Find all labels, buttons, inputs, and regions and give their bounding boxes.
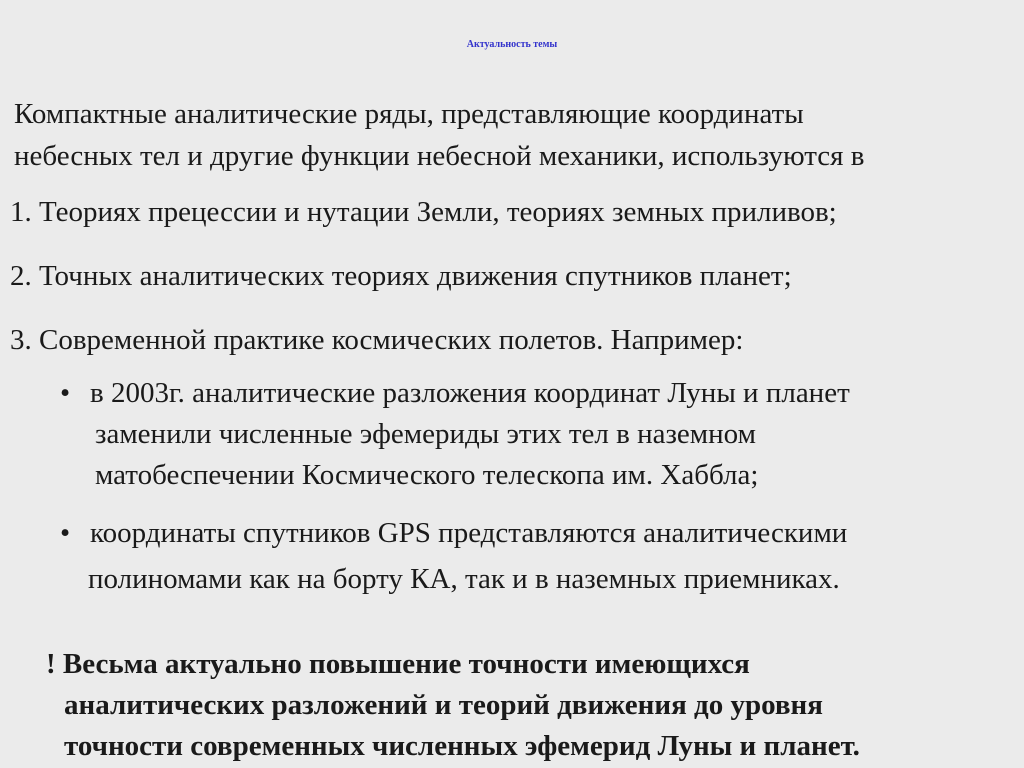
- bullet-1-line-3: матобеспечении Космического телескопа им. Хаббла;: [95, 459, 759, 491]
- slide-title: Актуальность темы: [466, 39, 558, 50]
- intro-line-1: Компактные аналитические ряды, представляющие координаты: [14, 98, 804, 130]
- bullet-marker-2: •: [60, 517, 71, 549]
- list-item-2: 2. Точных аналитических теориях движения спутников планет;: [10, 260, 792, 292]
- list-item-1: 1. Теориях прецессии и нутации Земли, теориях земных приливов;: [10, 196, 837, 228]
- intro-line-2: небесных тел и другие функции небесной механики, используются в: [14, 140, 865, 172]
- list-item-3: 3. Современной практике космических полетов. Например:: [10, 324, 744, 356]
- bullet-1-line-1: в 2003г. аналитические разложения координат Луны и планет: [90, 377, 850, 409]
- bullet-marker-1: •: [60, 377, 71, 409]
- bullet-1-line-2: заменили численные эфемериды этих тел в наземном: [95, 418, 756, 450]
- conclusion-line-1: ! Весьма актуально повышение точности имеющихся: [46, 648, 750, 680]
- bullet-2-line-2: полиномами как на борту КА, так и в наземных приемниках.: [88, 563, 840, 595]
- conclusion-line-3: точности современных численных эфемерид Луны и планет.: [64, 730, 860, 762]
- conclusion-line-2: аналитических разложений и теорий движения до уровня: [64, 689, 823, 721]
- bullet-2-line-1: координаты спутников GPS представляются аналитическими: [90, 517, 848, 549]
